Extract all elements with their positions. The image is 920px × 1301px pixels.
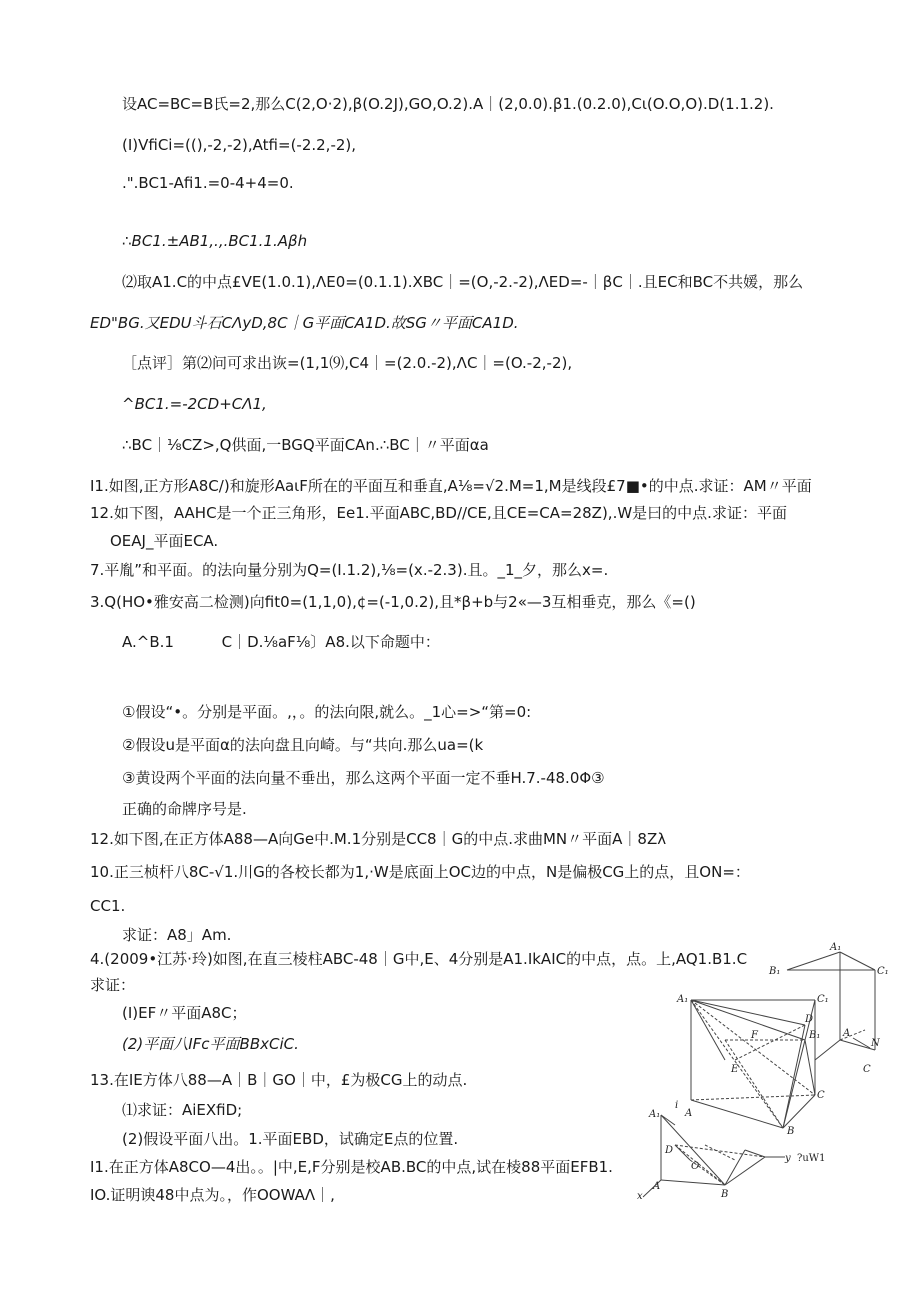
figure-label: A₁ [830,942,842,953]
figure-label: D [665,1145,674,1156]
text-line: 12.如下图，AAHC是一个正三角形，Ee1.平面ABC,BD//CE,且CE=CA=28Z),.W是曰的中点.求证：平面 [90,504,787,522]
text-line: 3.Q(HO•雅安高二检测)向fit0=(1,1,0),¢=(-1,0.2),且*β+b与2«—3互相垂克，那么《=() [90,593,696,611]
figure-label: C₁ [817,994,829,1005]
figure-label: E [731,1064,739,1075]
text-line: ［点评］第⑵问可求出诙=(1,1⑼,C4｜=(2.0.-2),ΛC｜=(O.-2,-2), [122,354,573,372]
figure-label: A [653,1181,661,1192]
figure-label: ?uW1 [797,1153,826,1164]
text-line: 12.如下图,在正方体A88—A向Ge中.M.1分别是CC8｜G的中点.求曲MN〃平面A｜8Zλ [90,830,667,848]
text-line: IO.证明谀48中点为。，作OOWAΛ｜, [90,1186,335,1204]
cube-axes-figure [635,1105,845,1200]
figure-label: x [637,1191,643,1200]
text-line: (2)假设平面八出。1.平面EBD，试确定E点的位置. [122,1130,459,1148]
figure-label: A [843,1028,851,1039]
text-line: ED"BG.又EDU斗石CΛyD,8C｜G平面CA1D.故SG〃平面CA1D. [90,314,519,332]
text-line: (2)平面八IFc平面BBxCiC. [122,1035,299,1053]
figure-label: N [871,1038,880,1049]
text-line: A.^B.1 C｜D.⅛aF⅛〕A8.以下命题中： [122,633,440,651]
text-line: (I)VfiCi=((),-2,-2),Atfi=(-2.2,-2), [122,136,357,154]
figure-label: A [685,1108,693,1119]
figure-label: A₁ [677,994,689,1005]
figure-label: B₁ [769,966,781,977]
text-line: I1.如图,正方形A8C/)和旋形AaιF所在的平面互和垂直,A⅛=√2.M=1,M是线段£7■•的中点.求证：AM〃平面 [90,477,812,495]
text-line: ^BC1.=-2CD+CΛ1, [122,395,267,413]
text-line: I1.在正方体A8CO—4出。。|中,E,F分别是校AB.BC的中点,试在棱88平面EFB1. [90,1158,613,1176]
text-line: ∴BC｜⅛CZ>,Q供面,一BGQ平面CAn.∴BC｜〃平面αa [122,436,489,454]
text-line: 7.平胤”和平面。的法向量分别为Q=(I.1.2),⅛=(x.-2.3).且。_1_夕，那么x=. [90,561,609,579]
figure-label: B₁ [809,1030,821,1041]
text-line: 13.在IE方体八88—A｜B｜GO｜中，£为极CG上的动点. [90,1071,468,1089]
figure-label: C [817,1090,825,1101]
text-line: 正确的命牌序号是. [122,800,247,818]
figure-label: y [785,1153,791,1164]
text-line: 设AC=BC=B氏=2,那么C(2,O·2),β(O.2J),GO,O.2).A｜(2,0.0).β1.(0.2.0),Cι(O.O,O).D(1.1.2). [122,95,774,113]
text-line: OEAJ_平面ECA. [110,532,219,550]
text-line: 求证： [90,976,136,994]
text-line: CC1. [90,897,126,915]
text-line: ∴BC1.±AB1,.,.BC1.1.Aβh [122,232,308,250]
text-line: 10.正三桢杆八8C-√1.川G的各校长都为1,·W是底面上OC边的中点，N是偏极CG上的点，且ON=： [90,863,750,881]
figure-label: D [805,1014,814,1025]
figure-label: i [675,1100,679,1111]
text-line: .".BC1-Afi1.=0-4+4=0. [122,174,294,192]
figure-label: B [787,1126,795,1135]
text-line: (I)EF〃平面A8C； [122,1004,247,1022]
figure-label: C₁ [877,966,889,977]
figure-label: B [721,1189,729,1200]
text-line: ⑴求证：AiEXfiD; [122,1101,243,1119]
text-line: ②假设u是平面α的法向盘且向崎。与“共向.那么ua=(k [122,736,484,754]
text-line: 4.(2009•江苏·玲)如图,在直三棱柱ABC-48｜G中,E、4分别是A1.IkAIC的中点，点。上,AQ1.B1.C [90,950,748,968]
text-line: ③黄设两个平面的法向量不垂出，那么这两个平面一定不垂H.7.-48.0Φ③ [122,769,605,787]
text-line: ⑵取A1.C的中点£VE(1.0.1),ΛΕ0=(0.1.1).XBC｜=(O,-2.-2),ΛED=-｜βC｜.且EC和BC不共媛，那么 [122,273,804,291]
figure-label: A₁ [649,1109,661,1120]
text-line: 求证：A8」Am. [122,926,232,944]
figure-label: O [691,1161,700,1172]
figure-label: C [863,1064,871,1075]
text-line: ①假设“•。分别是平面。,，。的法向限,就么。_1心=>“第=0: [122,703,532,721]
figure-label: F [751,1030,758,1041]
